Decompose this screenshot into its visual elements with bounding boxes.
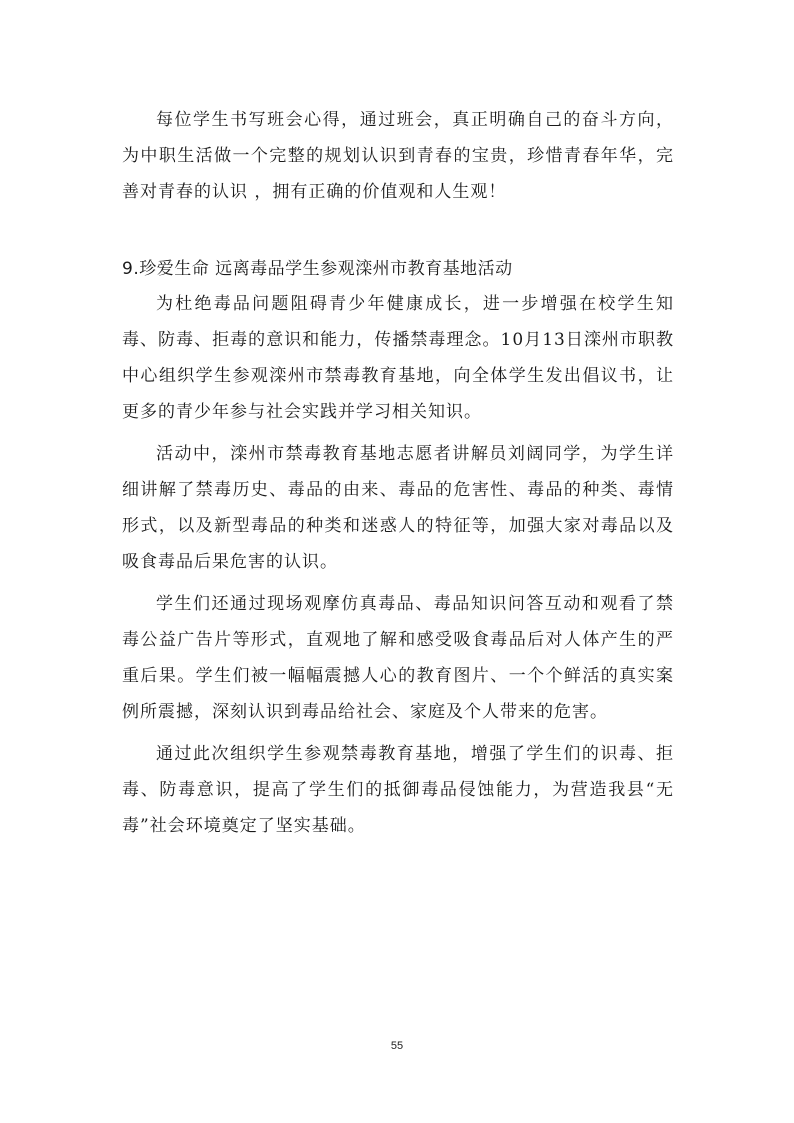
page-number: 55	[390, 1040, 404, 1052]
body-paragraph: 通过此次组织学生参观禁毒教育基地，增强了学生们的识毒、拒毒、防毒意识，提高了学生们的抵御毒品侵蚀能力，为营造我县“无毒”社会环境奠定了坚实基础。	[122, 744, 674, 836]
section-heading: 9.珍爱生命 远离毒品学生参观滦州市教育基地活动	[122, 259, 513, 279]
intro-paragraph: 每位学生书写班会心得，通过班会，真正明确自己的奋斗方向，为中职生活做一个完整的规划认识到青春的宝贵，珍惜青春年华，完善对青春的认识 ，拥有正确的价值观和人生观！	[122, 110, 674, 202]
body-paragraph: 活动中，滦州市禁毒教育基地志愿者讲解员刘阔同学，为学生详细讲解了禁毒历史、毒品的由来、毒品的危害性、毒品的种类、毒情形式，以及新型毒品的种类和迷惑人的特征等，加强大家对毒品以及吸食毒品后果危害的认识。	[122, 444, 674, 572]
body-paragraph: 为杜绝毒品问题阻碍青少年健康成长，进一步增强在校学生知毒、防毒、拒毒的意识和能力，传播禁毒理念。10月13日滦州市职教中心组织学生参观滦州市禁毒教育基地，向全体学生发出倡议书，让更多的青少年参与社会实践并学习相关知识。	[122, 294, 674, 422]
body-paragraph: 学生们还通过现场观摩仿真毒品、毒品知识问答互动和观看了禁毒公益广告片等形式，直观地了解和感受吸食毒品后对人体产生的严重后果。学生们被一幅幅震撼人心的教育图片、一个个鲜活的真实案例所震撼，深刻认识到毒品给社会、家庭及个人带来的危害。	[122, 594, 674, 722]
